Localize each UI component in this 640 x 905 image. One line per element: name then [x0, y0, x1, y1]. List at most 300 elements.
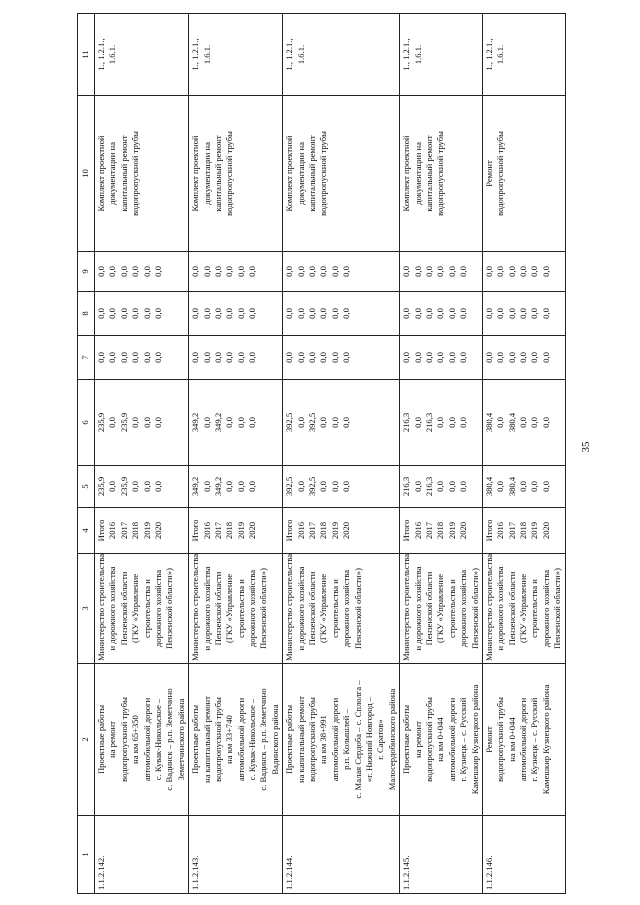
funding-cell	[400, 380, 483, 466]
page-number: 35	[580, 441, 592, 453]
funding-value: 0,0	[96, 308, 106, 319]
funding-value: 0,0	[446, 481, 457, 492]
code-cell	[400, 14, 483, 96]
funding-value: 0,0	[284, 308, 295, 319]
year-value: 2019	[329, 521, 340, 540]
executor-line: Пензенской области	[506, 571, 517, 646]
funding-value: 0,0	[224, 352, 235, 363]
funding-value: 0,0	[130, 308, 141, 319]
funding-value: 0,0	[152, 417, 163, 428]
work-name-line: Вадинского района	[269, 704, 280, 775]
funding-value: 0,0	[341, 266, 352, 277]
funding-value: 349,2	[212, 412, 223, 433]
funding-value: 0,0	[212, 266, 223, 277]
code-line: 1.6.1.	[495, 44, 506, 65]
funding-value: 0,0	[318, 266, 329, 277]
funding-value: 0,0	[118, 352, 129, 363]
funding-cell	[95, 252, 189, 292]
funding-value: 0,0	[329, 481, 340, 492]
funding-value: 349,2	[190, 412, 201, 433]
funding-value: 0,0	[341, 481, 352, 492]
year-cell	[400, 508, 483, 554]
funding-value: 0,0	[318, 352, 329, 363]
result-cell	[95, 96, 189, 252]
year-value: 2020	[540, 521, 551, 540]
executor-line: Пензенской области»)	[552, 568, 563, 649]
year-value: 2016	[107, 521, 118, 540]
result-line: документации на	[107, 142, 118, 205]
funding-value: 0,0	[423, 266, 434, 277]
year-value: 2016	[495, 521, 506, 540]
work-name-line: с. Кувак-Никольское –	[247, 698, 258, 781]
funding-value: 0,0	[446, 266, 457, 277]
year-value: 2020	[341, 521, 352, 540]
code-line: 1., 1.2.1.,	[190, 38, 201, 71]
year-value: 2016	[201, 521, 212, 540]
code-cell	[189, 14, 283, 96]
funding-cell	[283, 466, 400, 508]
funding-value: 0,0	[412, 481, 423, 492]
funding-cell	[95, 380, 189, 466]
funding-value: 0,0	[247, 352, 258, 363]
funding-value: 0,0	[518, 352, 529, 363]
code-line: 1., 1.2.1.,	[483, 38, 494, 71]
funding-cell	[400, 292, 483, 336]
executor-line: (ГКУ «Управление	[318, 573, 329, 644]
year-value: 2018	[518, 521, 529, 540]
funding-value: 0,0	[412, 417, 423, 428]
funding-value: 0,0	[247, 417, 258, 428]
funding-cell	[400, 466, 483, 508]
work-name-line: «г. Нижний Новгород –	[363, 696, 374, 783]
funding-cell	[482, 336, 565, 380]
funding-cell	[283, 380, 400, 466]
funding-value: 0,0	[235, 308, 246, 319]
funding-value: 0,0	[529, 266, 540, 277]
executor-line: и дорожного хозяйства	[295, 566, 306, 651]
funding-value: 349,2	[190, 476, 201, 497]
header-row	[78, 14, 95, 894]
funding-value: 0,0	[518, 308, 529, 319]
year-value: 2020	[247, 521, 258, 540]
column-header: 9	[78, 252, 95, 292]
work-name-line: на ремонт	[107, 721, 118, 758]
funding-value: 0,0	[307, 308, 318, 319]
executor-line: Пензенской области»)	[258, 568, 269, 649]
row-id-cell: 1.1.2.146.	[482, 816, 565, 894]
funding-value: 0,0	[506, 352, 517, 363]
funding-value: 0,0	[412, 352, 423, 363]
work-name-cell	[95, 664, 189, 816]
work-name-line: водопропускной трубы	[423, 697, 434, 782]
funding-cell	[95, 336, 189, 380]
result-line: водопропускной трубы	[495, 131, 506, 216]
funding-value: 0,0	[529, 417, 540, 428]
funding-value: 0,0	[540, 481, 551, 492]
funding-value: 392,5	[284, 412, 295, 433]
year-value: Итого	[96, 519, 106, 542]
funding-value: 0,0	[458, 417, 469, 428]
result-line: капитальный ремонт	[212, 135, 223, 212]
funding-value: 0,0	[341, 352, 352, 363]
executor-line: строительства и	[235, 579, 246, 638]
table-row	[283, 14, 400, 894]
year-cell	[482, 508, 565, 554]
funding-value: 0,0	[401, 308, 412, 319]
funding-value: 0,0	[529, 352, 540, 363]
funding-value: 0,0	[201, 417, 212, 428]
funding-value: 235,9	[118, 476, 129, 497]
year-value: Итого	[401, 519, 412, 542]
executor-line: дорожного хозяйства	[341, 569, 352, 648]
funding-value: 216,3	[401, 412, 412, 433]
funding-cell	[189, 336, 283, 380]
funding-value: 0,0	[341, 308, 352, 319]
result-line: капитальный ремонт	[307, 135, 318, 212]
table-row	[189, 14, 283, 894]
executor-line: строительства и	[529, 579, 540, 638]
work-name-line: автомобильной дороги	[446, 697, 457, 782]
table-body	[95, 14, 566, 894]
funding-value: 0,0	[518, 417, 529, 428]
funding-value: 0,0	[224, 266, 235, 277]
column-header: 10	[78, 96, 95, 252]
funding-value: 0,0	[458, 481, 469, 492]
executor-line: Пензенской области	[212, 571, 223, 646]
work-name-line: автомобильной дороги	[141, 697, 152, 782]
code-line: 1.6.1.	[412, 44, 423, 65]
funding-cell	[400, 336, 483, 380]
executor-line: и дорожного хозяйства	[201, 566, 212, 651]
funding-value: 0,0	[152, 352, 163, 363]
funding-value: 235,9	[96, 412, 106, 433]
funding-value: 0,0	[201, 481, 212, 492]
funding-value: 0,0	[284, 266, 295, 277]
funding-cell	[482, 252, 565, 292]
funding-value: 0,0	[295, 308, 306, 319]
column-header: 5	[78, 466, 95, 508]
year-cell	[283, 508, 400, 554]
result-cell	[189, 96, 283, 252]
result-line: Комплект проектной	[284, 135, 295, 212]
funding-value: 0,0	[295, 352, 306, 363]
funding-value: 0,0	[307, 266, 318, 277]
funding-value: 0,0	[495, 308, 506, 319]
funding-value: 0,0	[307, 352, 318, 363]
funding-value: 0,0	[458, 352, 469, 363]
result-line: Комплект проектной	[401, 135, 412, 212]
executor-line: дорожного хозяйства	[152, 569, 163, 648]
funding-value: 0,0	[247, 308, 258, 319]
funding-value: 0,0	[118, 308, 129, 319]
work-name-line: водопропускной трубы	[212, 697, 223, 782]
result-line: Комплект проектной	[190, 135, 201, 212]
funding-cell	[482, 292, 565, 336]
funding-value: 0,0	[423, 308, 434, 319]
code-line: 1., 1.2.1.,	[96, 38, 106, 71]
column-header: 11	[78, 14, 95, 96]
funding-value: 0,0	[540, 352, 551, 363]
funding-value: 0,0	[446, 417, 457, 428]
table-row	[95, 14, 189, 894]
work-name-line: автомобильной дороги	[235, 697, 246, 782]
funding-cell	[95, 466, 189, 508]
year-value: Итого	[483, 519, 494, 542]
funding-value: 0,0	[458, 308, 469, 319]
funding-value: 0,0	[130, 481, 141, 492]
funding-value: 0,0	[141, 481, 152, 492]
work-name-line: на км 0+044	[506, 717, 517, 762]
funding-value: 0,0	[295, 481, 306, 492]
funding-value: 0,0	[201, 266, 212, 277]
funding-value: 0,0	[329, 308, 340, 319]
funding-cell	[189, 252, 283, 292]
column-header: 3	[78, 554, 95, 664]
funding-value: 0,0	[201, 352, 212, 363]
year-value: 2018	[130, 521, 141, 540]
year-value: 2017	[423, 521, 434, 540]
funding-value: 0,0	[190, 266, 201, 277]
year-value: 2017	[118, 521, 129, 540]
executor-cell	[283, 554, 400, 664]
result-line: Комплект проектной	[96, 135, 106, 212]
funding-value: 0,0	[329, 266, 340, 277]
funding-value: 349,2	[212, 476, 223, 497]
work-name-cell	[189, 664, 283, 816]
year-value: 2019	[141, 521, 152, 540]
year-value: 2020	[152, 521, 163, 540]
funding-value: 0,0	[224, 417, 235, 428]
result-line: водопропускной трубы	[224, 131, 235, 216]
funding-value: 0,0	[107, 352, 118, 363]
result-line: водопропускной трубы	[130, 131, 141, 216]
row-id-cell: 1.1.2.144.	[283, 816, 400, 894]
funding-value: 0,0	[329, 352, 340, 363]
work-name-line: Камешкир Кузнецкого района	[469, 684, 480, 795]
funding-cell	[189, 466, 283, 508]
work-name-line: г. Кузнецк – с. Русский	[529, 697, 540, 782]
year-value: 2017	[506, 521, 517, 540]
funding-value: 0,0	[435, 266, 446, 277]
funding-value: 0,0	[412, 308, 423, 319]
column-header: 4	[78, 508, 95, 554]
year-value: 2017	[307, 521, 318, 540]
result-line: водопропускной трубы	[318, 131, 329, 216]
column-header: 8	[78, 292, 95, 336]
funding-cell	[95, 292, 189, 336]
funding-value: 0,0	[401, 352, 412, 363]
code-line: 1.6.1.	[107, 44, 118, 65]
funding-value: 380,4	[506, 476, 517, 497]
column-header: 2	[78, 664, 95, 816]
funding-value: 0,0	[130, 417, 141, 428]
funding-value: 0,0	[201, 308, 212, 319]
funding-value: 0,0	[483, 308, 494, 319]
funding-value: 235,9	[118, 412, 129, 433]
executor-line: и дорожного хозяйства	[412, 566, 423, 651]
code-line: 1., 1.2.1.,	[284, 38, 295, 71]
funding-value: 216,3	[401, 476, 412, 497]
funding-value: 0,0	[96, 352, 106, 363]
executor-line: (ГКУ «Управление	[130, 573, 141, 644]
funding-value: 0,0	[141, 308, 152, 319]
work-name-line: на км 38+991	[318, 715, 329, 764]
column-header: 7	[78, 336, 95, 380]
executor-line: Министерство строительства	[483, 553, 494, 661]
funding-value: 0,0	[318, 308, 329, 319]
funding-value: 0,0	[506, 308, 517, 319]
work-name-line: автомобильной дороги	[518, 697, 529, 782]
code-cell	[482, 14, 565, 96]
work-name-line: с. Вадинск – р.п. Земетчино	[258, 688, 269, 791]
funding-cell	[400, 252, 483, 292]
executor-line: Министерство строительства	[96, 553, 106, 661]
year-value: 2016	[412, 521, 423, 540]
table-row	[400, 14, 483, 894]
funding-value: 0,0	[529, 481, 540, 492]
row-id-cell: 1.1.2.142.	[95, 816, 189, 894]
funding-value: 0,0	[190, 352, 201, 363]
result-line: документации на	[201, 142, 212, 205]
funding-value: 0,0	[483, 266, 494, 277]
result-line: документации на	[295, 142, 306, 205]
funding-value: 0,0	[446, 308, 457, 319]
code-line: 1., 1.2.1.,	[401, 38, 412, 71]
work-name-line: Проектные работы	[284, 704, 295, 775]
funding-value: 0,0	[118, 266, 129, 277]
funding-cell	[189, 380, 283, 466]
funding-value: 0,0	[224, 481, 235, 492]
funding-value: 0,0	[495, 266, 506, 277]
work-name-line: водопропускной трубы	[307, 697, 318, 782]
funding-value: 0,0	[152, 481, 163, 492]
work-name-line: на ремонт	[412, 721, 423, 758]
year-value: 2016	[295, 521, 306, 540]
code-line: 1.6.1.	[201, 44, 212, 65]
work-name-line: с. Вадинск – р.п. Земетчино	[164, 688, 175, 791]
funding-value: 0,0	[435, 308, 446, 319]
executor-line: Пензенской области»)	[164, 568, 175, 649]
funding-value: 0,0	[341, 417, 352, 428]
funding-value: 0,0	[318, 481, 329, 492]
funding-value: 0,0	[540, 266, 551, 277]
column-header: 1	[78, 816, 95, 894]
funding-value: 0,0	[247, 481, 258, 492]
executor-line: Пензенской области	[307, 571, 318, 646]
work-name-line: на км 65+350	[130, 715, 141, 764]
funding-value: 0,0	[130, 352, 141, 363]
year-cell	[95, 508, 189, 554]
funding-value: 0,0	[295, 417, 306, 428]
executor-line: дорожного хозяйства	[540, 569, 551, 648]
year-value: Итого	[190, 519, 201, 542]
funding-value: 0,0	[235, 417, 246, 428]
executor-cell	[95, 554, 189, 664]
funding-value: 0,0	[435, 481, 446, 492]
funding-value: 0,0	[107, 481, 118, 492]
funding-cell	[283, 252, 400, 292]
work-name-line: Ремонт	[483, 726, 494, 753]
executor-cell	[189, 554, 283, 664]
executor-line: Пензенской области»)	[469, 568, 480, 649]
work-name-line: водопропускной трубы	[118, 697, 129, 782]
funding-value: 0,0	[295, 266, 306, 277]
funding-value: 0,0	[540, 308, 551, 319]
funding-value: 0,0	[247, 266, 258, 277]
funding-value: 0,0	[495, 417, 506, 428]
result-cell	[482, 96, 565, 252]
year-cell	[189, 508, 283, 554]
year-value: 2018	[224, 521, 235, 540]
funding-value: 0,0	[235, 481, 246, 492]
work-name-cell	[482, 664, 565, 816]
funding-value: 0,0	[152, 308, 163, 319]
funding-value: 380,4	[506, 412, 517, 433]
executor-line: Министерство строительства	[190, 553, 201, 661]
funding-cell	[482, 380, 565, 466]
result-line: водопропускной трубы	[435, 131, 446, 216]
funding-value: 0,0	[540, 417, 551, 428]
executor-line: дорожного хозяйства	[458, 569, 469, 648]
funding-cell	[189, 292, 283, 336]
work-name-line: г. Саратов»	[375, 719, 386, 760]
executor-line: Министерство строительства	[284, 553, 295, 661]
executor-line: (ГКУ «Управление	[224, 573, 235, 644]
work-name-line: на км 0+044	[435, 717, 446, 762]
funding-value: 0,0	[329, 417, 340, 428]
funding-value: 0,0	[107, 308, 118, 319]
work-name-line: Проектные работы	[190, 704, 201, 775]
executor-line: Пензенской области	[118, 571, 129, 646]
funding-value: 0,0	[141, 266, 152, 277]
table-row	[482, 14, 565, 894]
result-line: документации на	[412, 142, 423, 205]
funding-value: 380,4	[483, 476, 494, 497]
funding-value: 0,0	[224, 308, 235, 319]
work-name-line: на капитальный ремонт	[201, 696, 212, 783]
column-header: 6	[78, 380, 95, 466]
executor-cell	[400, 554, 483, 664]
executor-line: Министерство строительства	[401, 553, 412, 661]
funding-value: 392,5	[284, 476, 295, 497]
result-line: капитальный ремонт	[118, 135, 129, 212]
funding-value: 0,0	[495, 352, 506, 363]
work-name-line: автомобильной дороги	[329, 697, 340, 782]
executor-line: и дорожного хозяйства	[107, 566, 118, 651]
funding-value: 0,0	[141, 417, 152, 428]
funding-cell	[283, 336, 400, 380]
year-value: 2018	[318, 521, 329, 540]
work-name-line: на км 33+740	[224, 715, 235, 764]
funding-value: 0,0	[212, 308, 223, 319]
year-value: 2017	[212, 521, 223, 540]
work-name-line: Земетчинского района	[175, 698, 186, 781]
funding-value: 0,0	[423, 352, 434, 363]
code-line: 1.6.1.	[295, 44, 306, 65]
work-name-line: на капитальный ремонт	[295, 696, 306, 783]
funding-value: 0,0	[152, 266, 163, 277]
result-cell	[400, 96, 483, 252]
executor-line: (ГКУ «Управление	[435, 573, 446, 644]
result-cell	[283, 96, 400, 252]
work-name-cell	[400, 664, 483, 816]
executor-line: строительства и	[329, 579, 340, 638]
funding-value: 0,0	[235, 266, 246, 277]
funding-value: 0,0	[518, 266, 529, 277]
funding-value: 0,0	[107, 417, 118, 428]
executor-cell	[482, 554, 565, 664]
funding-value: 0,0	[506, 266, 517, 277]
